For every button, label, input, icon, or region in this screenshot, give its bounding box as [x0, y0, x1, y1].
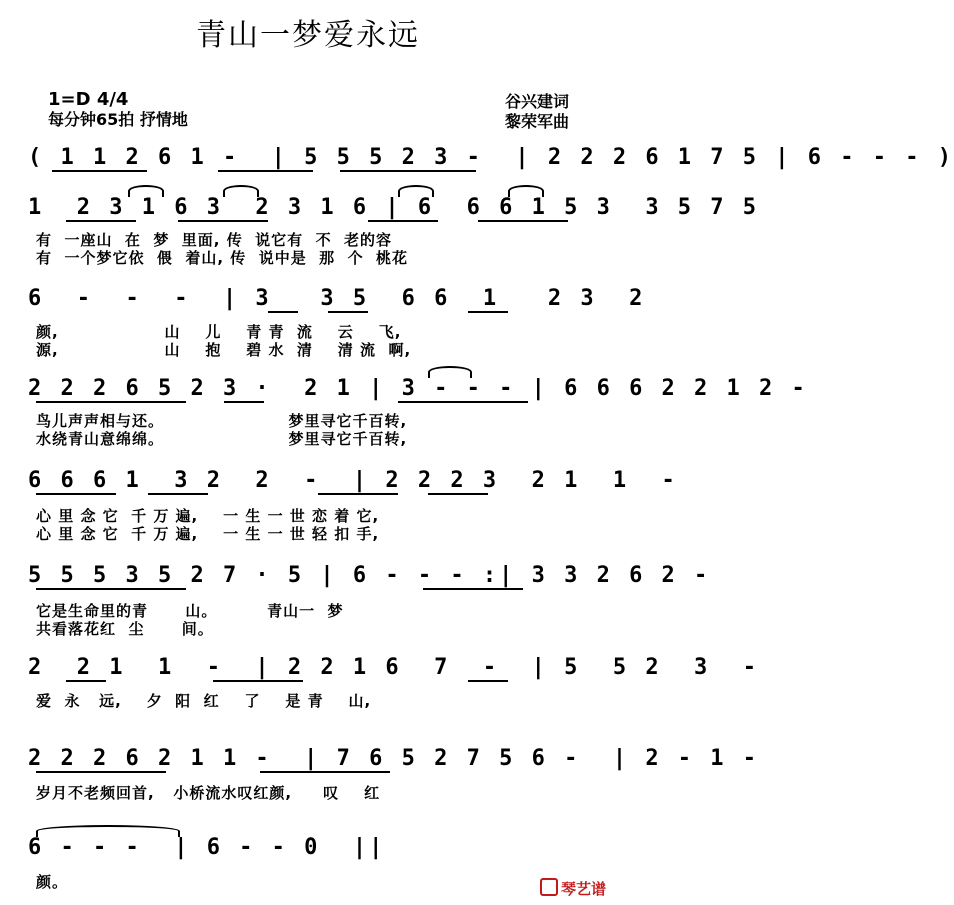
lyrics-line-6b: 共看落花红 尘 间。: [36, 620, 214, 638]
lyrics-line-2b: 有 一个梦它依 偎 着山, 传 说中是 那 个 桃花: [36, 249, 409, 267]
lyrics-line-9: 颜。: [36, 873, 69, 891]
lyrics-line-5b: 心 里 念 它 千 万 遍, 一 生 一 世 轻 扣 手,: [36, 525, 380, 543]
score-line-9: [28, 833, 588, 867]
logo-icon: [540, 878, 558, 896]
score-line-7: [28, 653, 760, 687]
lyrics-line-3a: 颜, 山 儿 青 青 流 云 飞,: [36, 323, 402, 341]
lyrics-line-7: 爱 永 远, 夕 阳 红 了 是 青 山,: [36, 692, 372, 710]
score-line-2: [28, 193, 760, 227]
score-line-5: [28, 466, 678, 500]
tempo-marking: 每分钟65拍 抒情地: [48, 110, 188, 129]
notes: 5 5 5 3 5 2 7 · 5 | 6 - - - :| 3 3 2 6 2 -: [28, 563, 711, 588]
lyricist: 谷兴建词: [505, 92, 570, 111]
lyrics-line-6a: 它是生命里的青 山。 青山一 梦: [36, 602, 344, 620]
notes: 2 2 1 1 - | 2 2 1 6 7 - | 5 5 2 3 -: [28, 655, 760, 680]
lyrics-line-5a: 心 里 念 它 千 万 遍, 一 生 一 世 恋 着 它,: [36, 507, 380, 525]
notes: 2 2 2 6 2 1 1 - | 7 6 5 2 7 5 6 - | 2 - 1 -: [28, 746, 760, 771]
lyrics-line-4b: 水绕青山意绵绵。 梦里寻它千百转,: [36, 430, 408, 448]
brand-text: 琴艺谱: [560, 880, 606, 898]
lyrics-line-8: 岁月不老频回首, 小桥流水叹红颜, 叹 红: [36, 784, 381, 802]
notes: 6 6 6 1 3 2 2 - | 2 2 2 3 2 1 1 -: [28, 468, 678, 493]
lyrics-line-3b: 源, 山 抱 碧 水 清 清 流 啊,: [36, 341, 412, 359]
score-line-8: [28, 744, 760, 778]
composer: 黎荣军曲: [505, 112, 570, 131]
watermark-logo: [540, 878, 606, 899]
lyrics-line-4a: 鸟儿声声相与还。 梦里寻它千百转,: [36, 412, 408, 430]
score-line-3: [28, 284, 646, 318]
notes: 6 - - - | 3 3 5 6 6 1 2 3 2: [28, 286, 646, 311]
page-title: 青山一梦爱永远: [196, 18, 420, 53]
notes: 2 2 2 6 5 2 3 · 2 1 | 3 - - - | 6 6 6 2 2 1 2 -: [28, 376, 808, 401]
notes: 6 - - - | 6 - - 0 ||: [28, 835, 386, 860]
key-signature: 1=D 4/4: [48, 89, 129, 110]
notes: 1 2 3 1 6 3 2 3 1 6 | 6 6 6 1 5 3 3 5 7 5: [28, 195, 760, 220]
lyrics-line-2a: 有 一座山 在 梦 里面, 传 说它有 不 老的容: [36, 231, 393, 249]
score-line-6: [28, 561, 711, 595]
score-line-1: [28, 143, 954, 177]
score-line-4: [28, 374, 808, 408]
notes: ( 1 1 2 6 1 - | 5 5 5 2 3 - | 2 2 2 6 1 7 5 | 6 - - - ): [28, 145, 954, 170]
